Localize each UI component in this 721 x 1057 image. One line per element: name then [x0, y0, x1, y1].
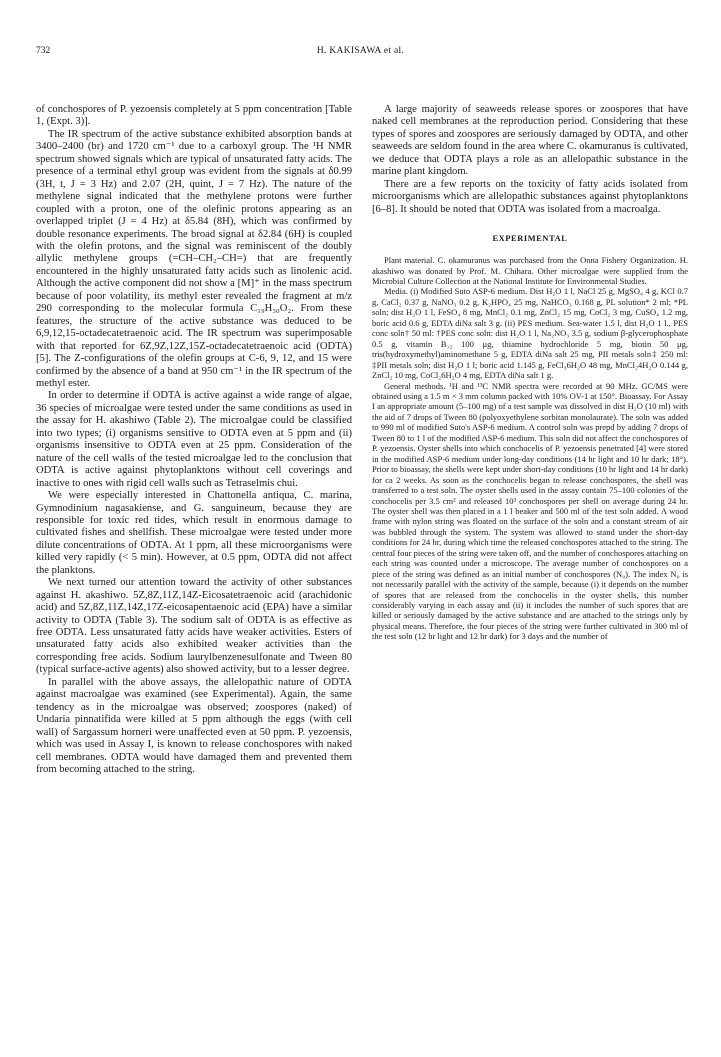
body-paragraph: In order to determine if ODTA is active against a wide range of algae, 36 species of microalgae were tested under the same conditions as used in the assay for H. akashiwo (Table 2). The microalgae could be classified into two types; (i) organisms sensitive to ODTA even at 5 ppm and (ii) organisms insensitive to ODTA even at 25 ppm. Consideration of the nature of the cell walls of the tested microalgae led to the conclusion that ODTA is active against phytoplanktons without cell coverings and inactive to ones with rigid cell walls such as Tetraselmis chui.	[36, 390, 352, 489]
methods-paragraph: Plant material. C. okamuranus was purchased from the Onna Fishery Organization. H. akashiwo was donated by Prof. M. Chihara. Other microalgae were supplied from the Microbial Culture Collection at the National Institute for Environmental Studies.	[372, 255, 688, 286]
experimental-text	[372, 255, 688, 642]
section-heading-experimental: EXPERIMENTAL	[492, 234, 568, 244]
body-paragraph: We next turned our attention toward the activity of other substances against H. akashiwo. 5Z,8Z,11Z,14Z-Eicosatetraenoic acid (arachidonic acid) and 5Z,8Z,11Z,14Z,17Z-eicosapentaenoic acid (EPA) have a similar activity to ODTA (Table 3). The sodium salt of ODTA is as effective as free ODTA. Less unsaturated fatty acids have weaker activities. Esters of unsaturated fatty acids also exhibited weaker activities than the corresponding free acids. Sodium laurylbenzenesulfonate and Tween 80 (typical surface-active agents) also showed activity, but to a lesser degree.	[36, 577, 352, 676]
page-header	[36, 46, 685, 60]
left-column	[36, 104, 352, 776]
body-paragraph: There are a few reports on the toxicity of fatty acids isolated from microorganisms which are allelopathic substances against phytoplanktons [6–8]. It should be noted that ODTA was isolated from a macroalga.	[372, 178, 688, 215]
body-paragraph: The IR spectrum of the active substance exhibited absorption bands at 3400–2400 (br) and 1720 cm⁻¹ due to a carboxyl group. The ¹H NMR spectrum showed signals which are typical of unsaturated fatty acids. The presence of a terminal ethyl group was evident from the signals at δ0.99 (3H, t, J = 3 Hz) and 2.07 (2H, quint, J = 7 Hz). The nature of the methylene signal indicated that the methylene protons were further coupled with a proton, one of the olefinic protons appearing as an overlapped triplet (J = 4 Hz) at δ5.84 (8H), which was confirmed by double resonance experiments. The broad signal at δ2.84 (6H) is coupled with the olefin protons, and the signal was reminiscent of the doubly allylic methylene groups (=CH–CH₂–CH=) that are frequently encountered in the highly unsaturated fatty acids such as linolenic acid. Although the active component did not show a [M]⁺ in the mass spectrum because of poor volatility, its methyl ester revealed the fragment at m/z 290 corresponding to the molecular formula C₁₉H₃₀O₂. From these features, the structure of the active substance was deduced to be 6,9,12,15-octadecatetraenoic acid. The IR spectrum was superimposable with that reported for 6Z,9Z,12Z,15Z-octadecatetraenoic acid (ODTA) [5]. The Z-configurations of the olefin groups at C-6, 9, 12, and 15 were confirmed by the absence of a band at 950 cm⁻¹ in the IR spectrum of the methyl ester.	[36, 128, 352, 389]
body-paragraph: We were especially interested in Chattonella antiqua, C. marina, Gymnodinium nagasakiense, and G. sanguineum, because they are responsible for toxic red tides, which result in enormous damage to cultivated fishes and shellfish. These microalgae were tested under more dilute concentrations of ODTA. At 1 ppm, all these microorganisms were killed very rapidly (< 5 min). However, at 0.5 ppm, ODTA did not affect the planktons.	[36, 490, 352, 576]
right-column	[372, 104, 688, 642]
body-paragraph: A large majority of seaweeds release spores or zoospores that have naked cell membranes at the reproduction period. Considering that these types of spores and zoospores are seriously damaged by ODTA, and other seaweeds are seldom found in the area where C. okamuranus is cultivated, we deduce that ODTA plays a role as an allelopathic substance in the marine plant kingdom.	[372, 104, 688, 178]
methods-paragraph: Media. (i) Modified Suto ASP-6 medium. Dist H₂O 1 l, NaCl 25 g, MgSO₄ 4 g, KCl 0.7 g, CaCl₂ 0.37 g, NaNO₃ 0.2 g, K₂HPO₄ 25 mg, NaHCO₃ 0.168 g, PL solution* 2 ml; *PL soln; dist H₂O 1 l, FeSO₄ 8 mg, MnCl₂ 0.1 mg, ZnCl₂ 15 mg, CoCl₂ 3 mg, CuSO₄ 1.2 mg, boric acid 0.6 g, EDTA diNa salt 3 g. (ii) PES medium. Sea-water 1.5 l, dist H₂O 1 l., PES conc soln† 50 ml: †PES conc soln: dist H₂O 1 l, Na₂NO₃ 3.5 g, sodium β-glycerophosphate 0.5 g, vitamin B₁₂ 100 μg, thiamine hydrochloride 5 mg, biotin 50 μg, tris(hydroxymethyl)aminomethane 5 g, EDTA diNa salt 25 mg, PII metals soln‡ 250 ml: ‡PII metals soln; dist H₂O 1 l; boric acid 1.145 g, FeCl₃6H₂O 48 mg, MnCl₂4H₂O 0.144 g, ZnCl₂ 10 mg, CoCl₂6H₂O 4 mg, EDTA diNa salt 1 g.	[372, 286, 688, 381]
body-paragraph: In parallel with the above assays, the allelopathic nature of ODTA against macroalgae was examined (see Experimental). Again, the same tendency as in the microalgae was observed; zoospores (naked) of Undaria pinnatifida were killed at 5 ppm although the eggs (with cell wall) of Sargassum horneri were unaffected even at 50 ppm. P. yezoensis, which was used in Assay I, is known to release conchospores with naked cell membranes. ODTA would have damaged them and prevented them from becoming attached to the string.	[36, 676, 352, 776]
running-head: H. KAKISAWA et al.	[316, 46, 405, 56]
body-paragraph: of conchospores of P. yezoensis completely at 5 ppm concentration [Table 1, (Expt. 3)].	[36, 104, 352, 128]
page-number: 732	[36, 46, 51, 56]
discussion-text	[372, 104, 688, 216]
methods-paragraph: General methods. ¹H and ¹³C NMR spectra were recorded at 90 MHz. GC/MS were obtained using a 1.5 m × 3 mm column packed with 10% OV-1 at 150°. Bioassay. For Assay I an appropriate amount (5–100 mg) of a test sample was dissolved in dist H₂O (10 ml) with the aid of 7 drops of Tween 80 (polyoxyethylene sorbitan monolaurate). The soln was added to 990 ml of modified Suto's ASP-6 medium. A control soln was prepd by adding 7 drops of Tween 80 to 1 l of the modified ASP-6 medium. This soln did not affect the conchospores of P. yezoensis. Oyster shells into which conchocelis of P. yezoensis penetrated [4] were stored in the modified ASP-6 medium under long-day conditions (14 hr light and 10 hr dark; 18°). Prior to bioassay, the shells were kept under short-day conditions (10 hr light and 14 hr dark) for ca 2 weeks. As soon as the conchocelis began to release conchospores, the shell was transferred to a test soln. The oyster shells used in the assay contain 75–100 colonies of the conchocelis per 3.5 cm² and released 10³ conchospores per shell on average during 24 hr. The oyster shell was then placed in a 1 l beaker and 500 ml of the test soln added. A wood frame with nylon string was floated on the surface of the soln and a constant stream of air was bubbled through the system. The system was allowed to stand under the short-day conditions for 24 hr, during which time the released conchospores attached to the string. The central four pieces of the string were taken off, and the number of conchospores attaching on each string was counted under a microscope. The average number of conchospores on a piece of the string was defined as an initial number of conchospores (N₀). The index N₀ is not necessarily parallel with the activity of the sample, because (i) it depends on the number of spores that are released from the conchocelis in the oyster shells, this number considerably varying in each assay and (ii) it includes the number of such spores that are killed or seriously damaged by the active substance and are attached to the strings only by physical means. Therefore, the four pieces of the string were further cultivated in 300 ml of the test soln (12 hr light and 12 hr dark) for 3 days and the number of	[372, 380, 689, 642]
